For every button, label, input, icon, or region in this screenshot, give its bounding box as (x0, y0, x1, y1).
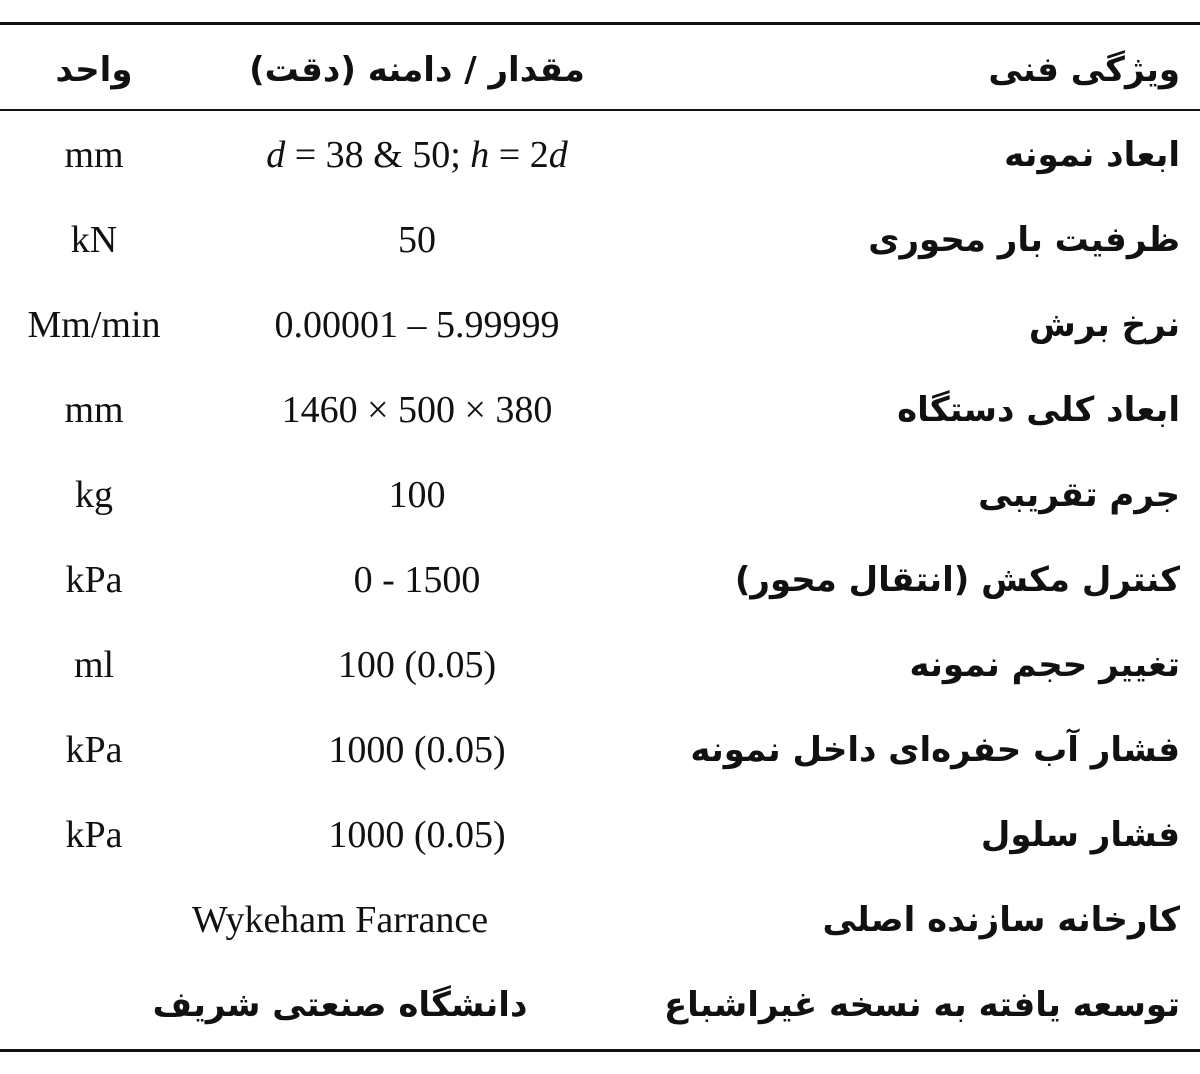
unit-cell: kPa (65, 729, 123, 771)
unit-cell: kN (70, 219, 118, 261)
table-row (0, 963, 1200, 1048)
feature-cell: ابعاد نمونه (1004, 135, 1180, 175)
value-cell: 100 (0.05) (337, 644, 497, 686)
value-cell: 0.00001 – 5.99999 (274, 304, 560, 346)
table-row (0, 793, 1200, 878)
feature-cell: ابعاد کلی دستگاه (897, 390, 1180, 430)
table-row (0, 283, 1200, 368)
table-row (0, 623, 1200, 708)
unit-cell: mm (64, 134, 124, 176)
merged-value-cell: دانشگاه صنعتی شریف (152, 985, 528, 1025)
unit-cell: kg (75, 474, 113, 516)
value-cell: 50 (398, 219, 436, 261)
feature-cell: توسعه یافته به نسخه غیراشباع (663, 985, 1180, 1025)
feature-cell: جرم تقریبی (978, 475, 1180, 515)
feature-cell: نرخ برش (1028, 305, 1180, 345)
table-row (0, 538, 1200, 623)
header-rule (0, 109, 1200, 111)
value-cell: 1000 (0.05) (328, 814, 506, 856)
top-rule (0, 22, 1200, 25)
value-cell: d = 38 & 50; h = 2d (266, 134, 568, 176)
unit-cell: kPa (65, 814, 123, 856)
header-row (0, 28, 1200, 113)
table-row (0, 878, 1200, 963)
unit-cell: kPa (65, 559, 123, 601)
merged-value-cell: Wykeham Farrance (191, 899, 489, 941)
bottom-rule (0, 1049, 1200, 1052)
feature-cell: کنترل مکش (انتقال محور) (734, 560, 1180, 600)
header-feature: ویژگی فنی (988, 50, 1180, 90)
table-row (0, 708, 1200, 793)
value-cell: 0 - 1500 (353, 559, 481, 601)
value-cell: 100 (388, 474, 446, 516)
feature-cell: ظرفیت بار محوری (868, 220, 1180, 260)
feature-cell: فشار سلول (980, 815, 1180, 855)
table-row (0, 113, 1200, 198)
feature-cell: تغییر حجم نمونه (909, 645, 1180, 685)
header-unit: واحد (55, 50, 133, 90)
feature-cell: فشار آب حفره‌ای داخل نمونه (690, 730, 1180, 770)
value-cell: 1000 (0.05) (328, 729, 506, 771)
unit-cell: ml (73, 644, 115, 686)
value-cell: 1460 × 500 × 380 (281, 389, 553, 431)
table-row (0, 453, 1200, 538)
unit-cell: mm (64, 389, 124, 431)
unit-cell: Mm/min (27, 304, 161, 346)
table-row (0, 198, 1200, 283)
table-row (0, 368, 1200, 453)
header-value: مقدار / دامنه (دقت) (249, 50, 585, 90)
feature-cell: کارخانه سازنده اصلی (822, 900, 1180, 940)
